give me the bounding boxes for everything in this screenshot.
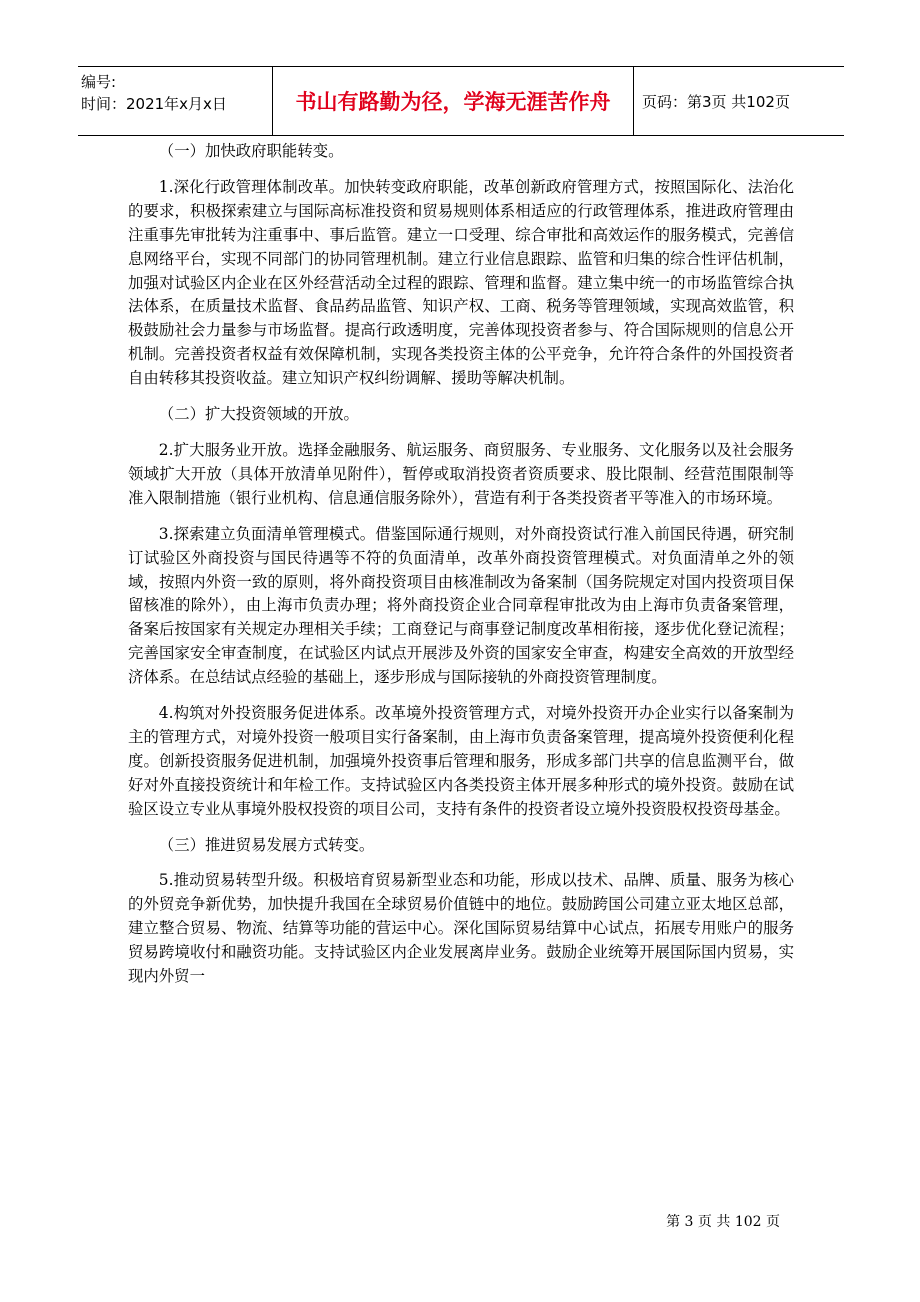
body-paragraph-1: 1.深化行政管理体制改革。加快转变政府职能，改革创新政府管理方式，按照国际化、法治化的要求，积极探索建立与国际高标准投资和贸易规则体系相适应的行政管理体系，推进政府管理由注重事先审批转为注重事中、事后监管。建立一口受理、综合审批和高效运作的服务模式，完善信息网络平台，实现不同部门的协同管理机制。建立行业信息跟踪、监管和归集的综合性评估机制，加强对试验区内企业在区外经营活动全过程的跟踪、管理和监督。建立集中统一的市场监管综合执法体系，在质量技术监督、食品药品监管、知识产权、工商、税务等管理领域，实现高效监管，积极鼓励社会力量参与市场监督。提高行政透明度，完善体现投资者参与、符合国际规则的信息公开机制。完善投资者权益有效保障机制，实现各类投资主体的公平竞争，允许符合条件的外国投资者自由转移其投资收益。建立知识产权纠纷调解、援助等解决机制。 xyxy=(128,177,794,388)
body-paragraph-4: 4.构筑对外投资服务促进体系。改革境外投资管理方式，对境外投资开办企业实行以备案制为主的管理方式，对境外投资一般项目实行备案制，由上海市负责备案管理，提高境外投资便利化程度。创新投资服务促进机制，加强境外投资事后管理和服务，形成多部门共享的信息监测平台，做好对外直接投资统计和年检工作。支持试验区内各类投资主体开展多种形式的境外投资。鼓励在试验区设立专业从事境外股权投资的项目公司，支持有条件的投资者设立境外投资股权投资母基金。 xyxy=(128,704,794,818)
doc-time-label: 时间：2021年x月x日 xyxy=(81,95,227,113)
page-header xyxy=(78,66,844,136)
section-heading-1: （一）加快政府职能转变。 xyxy=(158,142,344,160)
document-body xyxy=(128,140,794,1001)
doc-number-label: 编号: xyxy=(81,73,117,91)
header-meta-cell xyxy=(78,67,273,135)
body-paragraph-3: 3.探索建立负面清单管理模式。借鉴国际通行规则，对外商投资试行准入前国民待遇，研究制订试验区外商投资与国民待遇等不符的负面清单，改革外商投资管理模式。对负面清单之外的领域，按照内外资一致的原则，将外商投资项目由核准制改为备案制（国务院规定对国内投资项目保留核准的除外），由上海市负责办理；将外商投资企业合同章程审批改为由上海市负责备案管理，备案后按国家有关规定办理相关手续；工商登记与商事登记制度改革相衔接，逐步优化登记流程；完善国家安全审查制度，在试验区内试点开展涉及外资的国家安全审查，构建安全高效的开放型经济体系。在总结试点经验的基础上，逐步形成与国际接轨的外商投资管理制度。 xyxy=(128,524,794,687)
body-paragraph-5: 5.推动贸易转型升级。积极培育贸易新型业态和功能，形成以技术、品牌、质量、服务为核心的外贸竞争新优势，加快提升我国在全球贸易价值链中的地位。鼓励跨国公司建立亚太地区总部，建立整合贸易、物流、结算等功能的营运中心。深化国际贸易结算中心试点，拓展专用账户的服务贸易跨境收付和融资功能。支持试验区内企业发展离岸业务。鼓励企业统筹开展国际国内贸易，实现内外贸一 xyxy=(128,871,794,986)
section-heading-2: （二）扩大投资领域的开放。 xyxy=(158,405,359,424)
section-heading-3: （三）推进贸易发展方式转变。 xyxy=(158,835,375,854)
body-paragraph-2: 2.扩大服务业开放。选择金融服务、航运服务、商贸服务、专业服务、文化服务以及社会服务领域扩大开放（具体开放清单见附件），暂停或取消投资者资质要求、股比限制、经营范围限制等准入限制措施（银行业机构、信息通信服务除外），营造有利于各类投资者平等准入的市场环境。 xyxy=(128,440,794,507)
header-page-info: 页码：第3页 共102页 xyxy=(642,92,790,111)
header-motto: 书山有路勤为径，学海无涯苦作舟 xyxy=(273,67,634,135)
page-footer: 第 3 页 共 102 页 xyxy=(666,1214,780,1230)
